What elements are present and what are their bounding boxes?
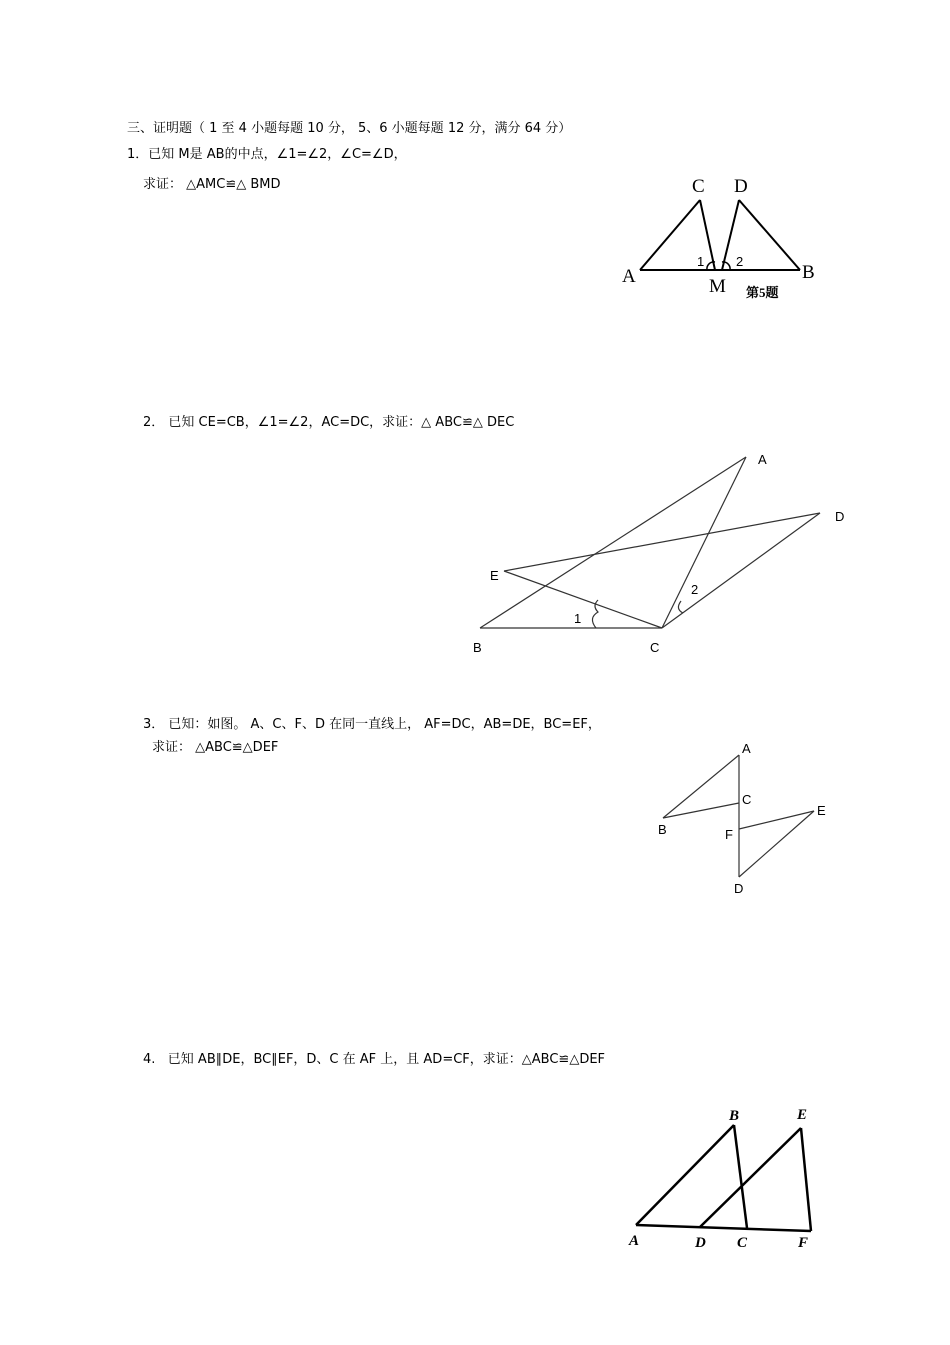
p2-label-A: A xyxy=(758,452,767,467)
p2-label-E: E xyxy=(490,568,499,583)
p3-label-D: D xyxy=(734,881,744,896)
p4-label-F: F xyxy=(798,1235,809,1251)
problem-3-prove: 求证： △ABC≌△DEF xyxy=(152,740,279,755)
p3-label-E: E xyxy=(817,803,826,818)
p1-label-1: 1 xyxy=(697,254,705,269)
p2-label-1: 1 xyxy=(574,611,582,626)
problem-4-statement: 4. 已知 AB∥DE，BC∥EF，D、C 在 AF 上，且 AD=CF，求证：△ABC≌△DEF xyxy=(143,1052,606,1067)
p2-label-D: D xyxy=(835,509,845,524)
p1-label-D: D xyxy=(734,176,748,197)
p4-label-B: B xyxy=(729,1108,740,1124)
problem-1-prove: 求证： △AMC≌△ BMD xyxy=(143,177,281,192)
p4-label-D: D xyxy=(695,1235,706,1251)
p2-label-B: B xyxy=(473,640,482,655)
p3-label-B: B xyxy=(658,822,667,837)
p1-label-B: B xyxy=(802,262,815,283)
p2-label-C: C xyxy=(650,640,660,655)
problem-3-statement: 3． 已知：如图。 A、C、F、D 在同一直线上， AF=DC，AB=DE，BC=EF， xyxy=(143,717,601,732)
problem-2-statement: 2． 已知 CE=CB，∠1=∠2，AC=DC，求证：△ ABC≌△ DEC xyxy=(143,415,515,430)
p3-label-A: A xyxy=(742,741,751,756)
p3-label-C: C xyxy=(742,792,752,807)
problem-1-statement: 1．已知 M是 AB的中点，∠1=∠2，∠C=∠D， xyxy=(127,147,407,162)
p1-label-C: C xyxy=(692,176,705,197)
p1-label-M: M xyxy=(709,276,726,297)
p3-label-F: F xyxy=(725,827,733,842)
p1-label-2: 2 xyxy=(736,254,744,269)
p4-label-E: E xyxy=(797,1107,808,1123)
p4-label-C: C xyxy=(737,1235,748,1251)
p4-label-A: A xyxy=(629,1233,640,1249)
section-header: 三、证明题（ 1 至 4 小题每题 10 分， 5、6 小题每题 12 分，满分 64 分） xyxy=(127,121,572,136)
p1-label-A: A xyxy=(622,266,636,287)
p1-caption: 第5题 xyxy=(746,285,779,300)
p2-label-2: 2 xyxy=(691,582,699,597)
